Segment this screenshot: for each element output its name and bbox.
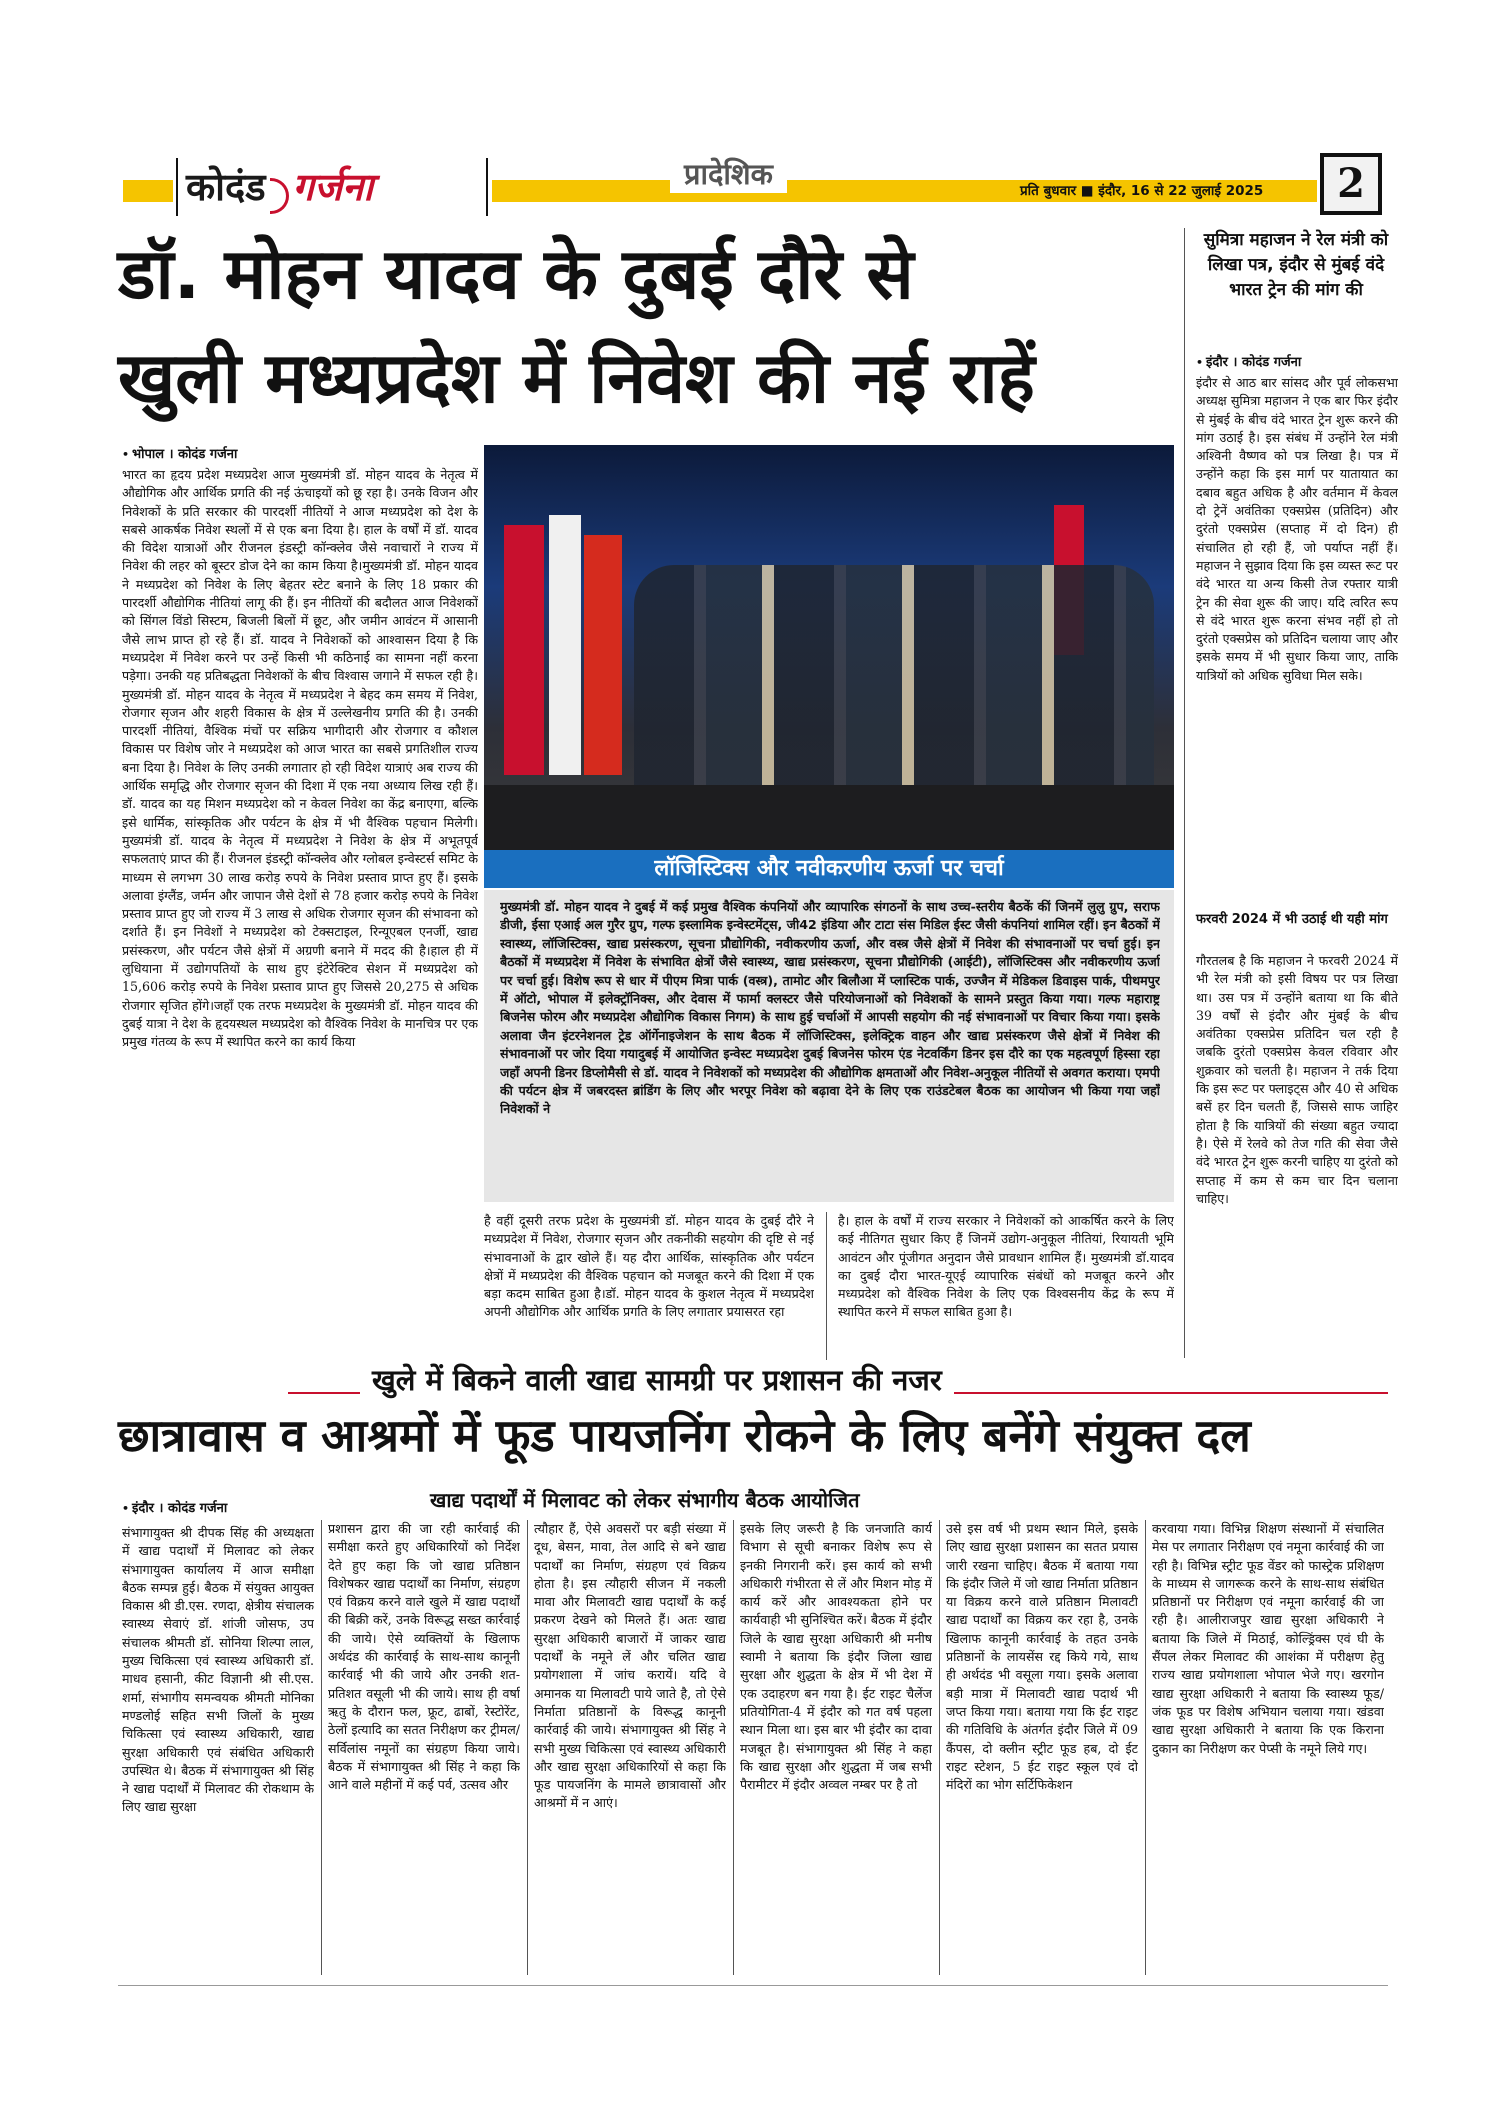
masthead-divider (486, 158, 488, 216)
page-bottom-rule (118, 1985, 1388, 1986)
lead-photo (484, 445, 1174, 850)
second-headline: छात्रावास व आश्रमों में फूड पायजनिंग रोकने के लिए बनेंगे संयुक्त दल (118, 1409, 1251, 1462)
logo-text-kodand: कोदंड (186, 165, 266, 209)
side-byline: • इंदौर । कोदंड गर्जना (1196, 355, 1302, 370)
logo-text-garjana: गर्जना (292, 165, 374, 209)
second-subhead: खाद्य पदार्थों में मिलावट को लेकर संभागीय बैठक आयोजित (430, 1488, 860, 1512)
info-box (484, 890, 1174, 1202)
column-rule (321, 1520, 322, 1975)
column-rule (939, 1520, 940, 1975)
flag-icon (584, 535, 622, 775)
second-column-1: संभागायुक्त श्री दीपक सिंह की अध्यक्षता में खाद्य पदार्थों में मिलावट को लेकर संभागायुक्त कार्यालय में आज समीक्षा बैठक सम्पन्न हुई। बैठक में संयुक्त आयुक्त विकास श्री डी.एस. रणदा, क्षेत्रीय संचालक स्वास्थ्य सेवाएं डॉ. शांजी जोसफ, उप संचालक श्रीमती डॉ. सोनिया शिल्पा लाल, मुख्य चिकित्सा एवं स्वास्थ्य अधिकारी डॉ. माधव हसानी, कीट विज्ञानी श्री सी.एस. शर्मा, संभागीय समन्वयक श्रीमती मोनिका मण्डलोई सहित सभी जिलों के मुख्य चिकित्सा एवं स्वास्थ्य अधिकारी, खाद्य सुरक्षा अधिकारी एवं संबंधित अधिकारी उपस्थित थे। बैठक में संभागायुक्त श्री सिंह ने खाद्य पदार्थों में मिलावट की रोकथाम के लिए खाद्य सुरक्षा (122, 1525, 314, 1815)
table (484, 785, 1174, 850)
second-column-3: त्यौहार हैं, ऐसे अवसरों पर बड़ी संख्या में दूध, बेसन, मावा, तेल आदि से बने खाद्य पदार्थों का निर्माण, संग्रहण एवं विक्रय होता है। इस त्यौहारी सीजन में नकली मावा और मिलावटी खाद्य पदार्थों के कई प्रकरण देखने को मिलते हैं। अतः खाद्य सुरक्षा अधिकारी बाजारों में जाकर खाद्य पदार्थों के नमूने लें और चलित खाद्य प्रयोगशाला में जांच करायें। यदि वे अमानक या मिलावटी पाये जाते है, तो ऐसे निर्माता प्रतिष्ठानों के विरूद्ध कानूनी कार्रवाई की जाये। संभागायुक्त श्री सिंह ने सभी मुख्य चिकित्सा एवं स्वास्थ्य अधिकारी और खाद्य सुरक्षा अधिकारियों से कहा कि फूड पायजनिंग के मामले छात्रावासों और आश्रमों में न आएं। (534, 1521, 726, 1811)
people-silhouette (634, 565, 1154, 805)
column-rule (826, 1212, 827, 1360)
section-label: प्रादेशिक (670, 154, 787, 193)
side-byline-text: इंदौर । कोदंड गर्जना (1206, 355, 1302, 370)
dateline: प्रति बुधवार ■ इंदौर, 16 से 22 जुलाई 2025 (1020, 183, 1264, 199)
lead-byline-text: भोपाल । कोदंड गर्जना (132, 447, 238, 462)
column-rule (527, 1520, 528, 1975)
lead-column-2: है वहीं दूसरी तरफ प्रदेश के मुख्यमंत्री डॉ. मोहन यादव के दुबई दौरे ने मध्यप्रदेश में निवेश, रोजगार सृजन और तकनीकी सहयोग की दृष्टि से नई संभावनाओं के द्वार खोले हैं। यह दौरा आर्थिक, सांस्कृतिक और पर्यटन क्षेत्रों में मध्यप्रदेश की वैश्विक पहचान को मजबूत करने की दिशा में एक बड़ा कदम साबित हुआ है।डॉ. मोहन यादव के कुशल नेतृत्व में मध्यप्रदेश अपनी औद्योगिक और आर्थिक प्रगति के लिए लगातार प्रयासरत रहा (484, 1213, 814, 1320)
second-kicker: खुले में बिकने वाली खाद्य सामग्री पर प्रशासन की नजर (360, 1360, 954, 1400)
side-paragraph-1: इंदौर से आठ बार सांसद और पूर्व लोकसभा अध्यक्ष सुमित्रा महाजन ने एक बार फिर इंदौर से मुंबई के बीच वंदे भारत ट्रेन शुरू करने की मांग उठाई है। इस संबंध में उन्होंने रेल मंत्री अश्विनी वैष्णव को पत्र लिखा है। पत्र में उन्होंने कहा कि इस मार्ग पर यातायात का दबाव बहुत अधिक है और वर्तमान में केवल दो ट्रेनें अवंतिका एक्सप्रेस (प्रतिदिन) और दुरंतो एक्सप्रेस (सप्ताह में दो दिन) ही संचालित हो रही हैं, जो पर्याप्त नहीं हैं। महाजन ने सुझाव दिया कि इस व्यस्त रूट पर वंदे भारत या अन्य किसी तेज रफ्तार यात्री ट्रेन की सेवा शुरू की जाए। यदि त्वरित रूप से वंदे भारत शुरू करना संभव नहीं हो तो दुरंतो एक्सप्रेस को प्रतिदिन चलाया जाए और इसके समय में भी सुधार किया जाए, ताकि यात्रियों को अधिक सुविधा मिल सके। (1196, 375, 1398, 683)
lead-column-1: भारत का हृदय प्रदेश मध्यप्रदेश आज मुख्यमंत्री डॉ. मोहन यादव के नेतृत्व में औद्योगिक और आर्थिक प्रगति की नई ऊंचाइयों को छू रहा है। उनके विजन और निवेशकों के प्रति सरकार की पारदर्शी नीतियों ने आज मध्यप्रदेश को देश के सबसे आकर्षक निवेश स्थलों में से एक बना दिया है। हाल के वर्षों में डॉ. यादव की विदेश यात्राओं और रीजनल इंडस्ट्री कॉन्क्लेव जैसे नवाचारों ने राज्य में निवेश की लहर को बूस्टर डोज देने का काम किया है।मुख्यमंत्री डॉ. मोहन यादव ने मध्यप्रदेश को निवेश के लिए बेहतर स्टेट बनाने के लिए 18 प्रकार की पारदर्शी औद्योगिक नीतियां लागू की हैं। इन नीतियों की बदौलत आज निवेशकों को सिंगल विंडो सिस्टम, बिजली बिलों में छूट, और जमीन आवंटन में आसानी जैसे लाभ प्राप्त हो रहे हैं। डॉ. यादव ने निवेशकों को आश्वासन दिया है कि मध्यप्रदेश में निवेश करने पर उन्हें किसी भी कठिनाई का सामना नहीं करना पड़ेगा। उनकी यह प्रतिबद्धता निवेशकों के बीच विश्वास जगाने में सफल रही है।मुख्यमंत्री डॉ. मोहन यादव के नेतृत्व में मध्यप्रदेश ने बेहद कम समय में निवेश, रोजगार सृजन और शहरी विकास के क्षेत्र में उल्लेखनीय प्रगति की है। उनकी पारदर्शी नीतियां, वैश्विक मंचों पर सक्रिय भागीदारी और रोजगार व कौशल विकास पर विशेष जोर ने मध्यप्रदेश को आज भारत का सबसे प्रगतिशील राज्य बना दिया है। निवेश के लिए उनकी लगातार हो रही विदेश यात्राएं अब राज्य की आर्थिक समृद्धि और रोजगार सृजन की दिशा में एक नया अध्याय लिख रही हैं। डॉ. यादव का यह मिशन मध्यप्रदेश को न केवल निवेश का केंद्र बनाएगा, बल्कि इसे धार्मिक, सांस्कृतिक और पर्यटन के क्षेत्र में भी वैश्विक पहचान मिलेगी। मुख्यमंत्री डॉ. यादव के नेतृत्व में मध्यप्रदेश ने निवेश के क्षेत्र में अभूतपूर्व सफलताएं प्राप्त की हैं। रीजनल इंडस्ट्री कॉन्क्लेव और ग्लोबल इन्वेस्टर्स समिट के माध्यम से लगभग 30 लाख करोड़ रुपये के निवेश प्रस्ताव प्राप्त हुए हैं। इसके अलावा इंग्लैंड, जर्मन और जापान जैसे देशों से 78 हजार करोड़ रुपये के निवेश प्रस्ताव प्राप्त हुए जो राज्य में 3 लाख से अधिक रोजगार सृजन की संभावना को दर्शाते हैं। इन निवेशों ने मध्यप्रदेश को टेक्सटाइल, रिन्यूएबल एनर्जी, खाद्य प्रसंस्करण, और पर्यटन जैसे क्षेत्रों में अग्रणी बनाने में मदद की है।हाल ही में लुधियाना में उद्योगपतियों के साथ हुए इंटेरेक्टिव सेशन में मध्यप्रदेश को 15,606 करोड़ रुपये के निवेश प्रस्ताव प्राप्त हुए जिससे 20,275 से अधिक रोजगार सृजित होंगे।जहाँ एक तरफ मध्यप्रदेश के मुख्यमंत्री डॉ. मोहन यादव की दुबई यात्रा ने देश के हृदयस्थल मध्यप्रदेश को वैश्विक निवेश के मानचित्र पर एक प्रमुख गंतव्य के रूप में स्थापित करने का कार्य किया (122, 467, 478, 1050)
side-headline: सुमित्रा महाजन ने रेल मंत्री को लिखा पत्र, इंदौर से मुंबई वंदे भारत ट्रेन की मांग की (1203, 230, 1389, 300)
lead-headline-line2: खुली मध्यप्रदेश में निवेश की नई राहें (118, 337, 1035, 419)
column-rule (1184, 228, 1185, 1358)
side-paragraph-2: गौरतलब है कि महाजन ने फरवरी 2024 में भी रेल मंत्री को इसी विषय पर पत्र लिखा था। उस पत्र में उन्होंने बताया था कि बीते 39 वर्षों से इंदौर और मुंबई के बीच अवंतिका एक्सप्रेस प्रतिदिन चल रही है जबकि दुरंतो एक्सप्रेस केवल रविवार और शुक्रवार को चलती है। महाजन ने तर्क दिया कि इस रूट पर फ्लाइट्स और 40 से अधिक बसें हर दिन चलती हैं, जिससे साफ जाहिर होता है कि यात्रियों की संख्या बहुत ज्यादा है। ऐसे में रेलवे को तेज गति की सेवा जैसे वंदे भारत ट्रेन शुरू करनी चाहिए या दुरंतो को सप्ताह में कम से कम चार दिन चलाना चाहिए। (1196, 953, 1398, 1206)
column-rule (733, 1520, 734, 1975)
masthead (0, 150, 1500, 225)
second-column-4: इसके लिए जरूरी है कि जनजाति कार्य विभाग से सूची बनाकर विशेष रूप से इनकी निगरानी करें। इस कार्य को सभी अधिकारी गंभीरता से लें और मिशन मोड़ में कार्य करें और आवश्यकता होने पर कार्यवाही भी सुनिश्चित करें। बैठक में इंदौर जिले के खाद्य सुरक्षा अधिकारी श्री मनीष स्वामी ने बताया कि इंदौर जिला खाद्य सुरक्षा और शुद्धता के क्षेत्र में भी देश में एक उदाहरण बन गया है। ईट राइट चैलेंज प्रतियोगिता-4 में इंदौर को गत वर्ष पहला स्थान मिला था। इस बार भी इंदौर का दावा मजबूत है। संभागायुक्त श्री सिंह ने कहा कि खाद्य सुरक्षा और शुद्धता में जब सभी पैरामीटर में इंदौर अव्वल नम्बर पर है तो (740, 1521, 932, 1793)
flag-icon (549, 515, 581, 775)
lead-headline-line1: डॉ. मोहन यादव के दुबई दौरे से (118, 233, 914, 315)
second-byline: • इंदौर । कोदंड गर्जना (122, 1501, 228, 1516)
flag-icon (504, 525, 544, 775)
second-byline-text: इंदौर । कोदंड गर्जना (132, 1501, 228, 1516)
lead-column-3: है। हाल के वर्षों में राज्य सरकार ने निवेशकों को आकर्षित करने के लिए कई नीतिगत सुधार किए हैं जिनमें उद्योग-अनुकूल नीतियां, रियायती भूमि आवंटन और पूंजीगत अनुदान जैसे प्रावधान शामिल हैं। मुख्यमंत्री डॉ.यादव का दुबई दौरा भारत-यूएई व्यापारिक संबंधों को मजबूत करने और मध्यप्रदेश को वैश्विक निवेश के लिए एक विश्वसनीय केंद्र के रूप में स्थापित करने में सफल साबित हुआ है। (838, 1213, 1174, 1320)
lead-byline: • भोपाल । कोदंड गर्जना (122, 447, 238, 462)
column-rule (1145, 1520, 1146, 1975)
second-column-6: करवाया गया। विभिन्न शिक्षण संस्थानों में संचालित मेस पर लगातार निरीक्षण एवं नमूना कार्रवाई की जा रही है। विभिन्न स्ट्रीट फूड वेंडर को फास्ट्रेक प्रशिक्षण के माध्यम से जागरूक करने के साथ-साथ संबंधित प्रतिष्ठानों पर निरीक्षण एवं नमूना कार्रवाई की जा रही है। आलीराजपुर खाद्य सुरक्षा अधिकारी ने बताया कि जिले में मिठाई, कोल्ड्रिंक्स एवं घी के सैंपल लेकर मिलावट की आशंका में परीक्षण हेतु राज्य खाद्य प्रयोगशाला भोपाल भेजे गए। खरगोन खाद्य सुरक्षा अधिकारी ने बताया कि स्वास्थ्य फूड/जंक फूड पर विशेष अभियान चलाया गया। खंडवा खाद्य सुरक्षा अधिकारी ने बताया कि एक किराना दुकान का निरीक्षण कर पेप्सी के नमूने लिये गए। (1152, 1521, 1384, 1756)
side-subhead: फरवरी 2024 में भी उठाई थी यही मांग (1196, 912, 1388, 927)
info-box-text: मुख्यमंत्री डॉ. मोहन यादव ने दुबई में कई प्रमुख वैश्विक कंपनियों और व्यापारिक संगठनों के साथ उच्च-स्तरीय बैठकें कीं जिनमें लुलु ग्रुप, सराफ डीजी, ईसा एआई अल गुरैर ग्रुप, गल्फ इस्लामिक इन्वेस्टमेंट्स, जी42 इंडिया और टाटा संस मिडिल ईस्ट जैसी कंपनियां शामिल रहीं। इन बैठकों में स्वास्थ्य, लॉजिस्टिक्स, खाद्य प्रसंस्करण, सूचना प्रौद्योगिकी, नवीकरणीय ऊर्जा, और वस्त्र जैसे क्षेत्रों में निवेश की संभावनाओं पर चर्चा हुई। इन बैठकों में मध्यप्रदेश में निवेश के संभावित क्षेत्रों जैसे स्वास्थ्य, खाद्य प्रसंस्करण, सूचना प्रौद्योगिकी (आईटी), लॉजिस्टिक्स और नवीकरणीय ऊर्जा पर चर्चा हुई। विशेष रूप से धार में पीएम मित्रा पार्क (वस्त्र), तामोट और बिलौआ में प्लास्टिक पार्क, उज्जैन में मेडिकल डिवाइस पार्क, पीथमपुर में ऑटो, भोपाल में इलेक्ट्रॉनिक्स, और देवास में फार्मा क्लस्टर जैसे परियोजनाओं को निवेशकों के सामने प्रस्तुत किया गया। गल्फ महाराष्ट्र बिजनेस फोरम और मध्यप्रदेश औद्योगिक विकास निगम) के साथ हुई चर्चाओं में आपसी सहयोग की नई संभावनाओं पर विचार किया गया। इसके अलावा जैन इंटरनेशनल ट्रेड ऑर्गेनाइजेशन के साथ बैठक में लॉजिस्टिक्स, इलेक्ट्रिक वाहन और खाद्य प्रसंस्करण जैसे क्षेत्रों में निवेश की संभावनाओं पर जोर दिया गयादुबई में आयोजित इन्वेस्ट मध्यप्रदेश दुबई बिजनेस फोरम एंड नेटवर्किंग डिनर इस दौरे का एक महत्वपूर्ण हिस्सा रहा जहाँ अपनी डिनर डिप्लोमैसी से डॉ. यादव ने निवेशकों को मध्यप्रदेश की औद्योगिक क्षमताओं और निवेश-अनुकूल नीतियों से अवगत कराया। एमपी की पर्यटन क्षेत्र में जबरदस्त ब्रांडिंग के लिए और भरपूर निवेश को बढ़ावा देने के लिए एक राउंडटेबल बैठक का आयोजन भी किया गया जहाँ निवेशकों ने (500, 899, 1160, 1117)
masthead-yellow-band-left (123, 180, 173, 202)
page-number: 2 (1320, 153, 1382, 215)
logo-bow-icon (270, 178, 289, 214)
photo-caption-bar (484, 850, 1174, 888)
logo (186, 160, 486, 216)
photo-caption: लॉजिस्टिक्स और नवीकरणीय ऊर्जा पर चर्चा (654, 856, 1004, 881)
second-column-2: प्रशासन द्वारा की जा रही कार्रवाई की समीक्षा करते हुए अधिकारियों को निर्देश देते हुए कहा कि जो खाद्य प्रतिष्ठान विशेषकर खाद्य पदार्थों का निर्माण, संग्रहण एवं विक्रय करने वाले खुले में खाद्य पदार्थों की बिक्री करें, उनके विरूद्ध सख्त कार्रवाई की जाये। ऐसे व्यक्तियों के खिलाफ अर्थदंड की कार्रवाई के साथ-साथ कानूनी कार्रवाई भी की जाये और उनकी शत-प्रतिशत वसूली भी की जाये। साथ ही वर्षा ऋतु के दौरान फल, फ्रूट, ढाबों, रेस्टोरेंट, ठेलों इत्यादि का सतत निरीक्षण कर ट्रीमल/सर्विलांस नमूनों का संग्रहण किया जाये। बैठक में संभागायुक्त श्री सिंह ने कहा कि आने वाले महीनों में कई पर्व, उत्सव और (328, 1521, 520, 1793)
masthead-divider (176, 158, 178, 216)
second-column-5: उसे इस वर्ष भी प्रथम स्थान मिले, इसके लिए खाद्य सुरक्षा प्रशासन का सतत प्रयास जारी रखना चाहिए। बैठक में बताया गया कि इंदौर जिले में जो खाद्य निर्माता प्रतिष्ठान या विक्रय करने वाले प्रतिष्ठान मिलावटी खाद्य पदार्थों का विक्रय कर रहा है, उनके खिलाफ कानूनी कार्रवाई के तहत उनके प्रतिष्ठानों के लायसेंस रद्द किये गये, साथ ही अर्थदंड भी वसूला गया। इसके अलावा बड़ी मात्रा में मिलावटी खाद्य पदार्थ भी जप्त किया गया। बताया गया कि ईट राइट की गतिविधि के अंतर्गत इंदौर जिले में 09 कैंपस, दो क्लीन स्ट्रीट फूड हब, दो ईट राइट स्टेशन, 5 ईट राइट स्कूल एवं दो मंदिरों का भोग सर्टिफिकेशन (946, 1521, 1138, 1793)
